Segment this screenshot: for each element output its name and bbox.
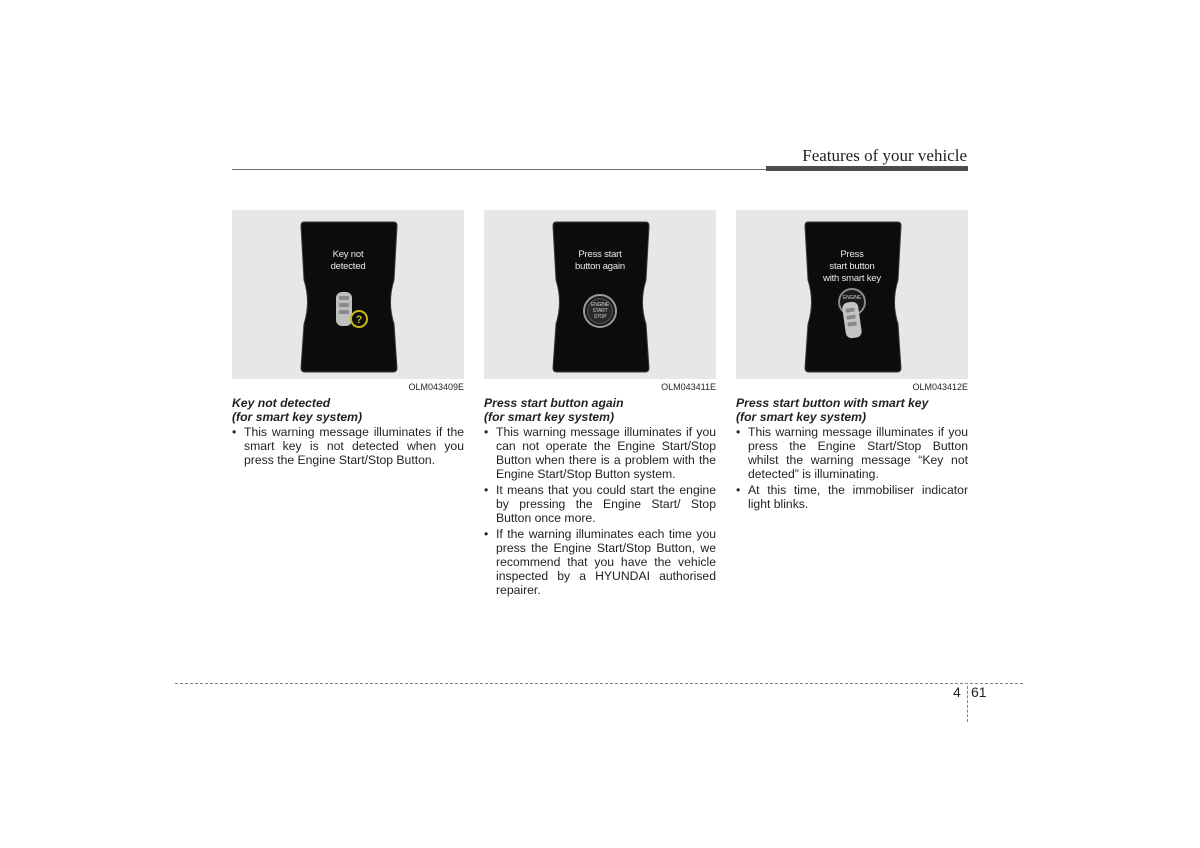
footer-rule xyxy=(175,683,1023,684)
svg-text:?: ? xyxy=(355,314,363,326)
bullet-item xyxy=(736,425,968,481)
bullet-dot-icon: • xyxy=(484,527,489,541)
column-press-start-button-with-smart-key xyxy=(736,210,968,513)
section-heading xyxy=(232,396,464,424)
bullet-text: This warning message illuminates if the smart key is not detected when you press the Engine Start/Stop Button. xyxy=(244,425,464,467)
display-message-line-1: Key not xyxy=(332,249,364,260)
figure-press-start-button-again xyxy=(484,210,716,379)
button-label-stop: STOP xyxy=(593,314,607,320)
figure-code: OLM043409E xyxy=(408,382,464,392)
display-message-line-2: start button xyxy=(829,261,875,272)
bullet-item xyxy=(484,425,716,481)
heading-subtitle: (for smart key system) xyxy=(484,410,615,424)
section-heading xyxy=(484,396,716,424)
column-key-not-detected xyxy=(232,210,464,469)
bullet-dot-icon: • xyxy=(736,483,741,497)
bullet-text: If the warning illuminates each time you press the Engine Start/Stop Button, we recommend that you have the vehicle inspected by a HYUNDAI authorised repairer. xyxy=(496,527,716,597)
button-label-start: START xyxy=(592,308,608,314)
display-message-line-2: button again xyxy=(575,261,625,272)
bullet-list xyxy=(484,425,716,597)
bullet-text: This warning message illuminates if you press the Engine Start/Stop Button whilst the warning message “Key not detected” is illuminating. xyxy=(748,425,968,481)
smart-key-question-icon xyxy=(332,290,374,332)
bullet-text: This warning message illuminates if you can not operate the Engine Start/Stop Button when there is a problem with the Engine Start/Stop Button system. xyxy=(496,425,716,481)
header-rule-accent xyxy=(766,166,968,171)
figure-code: OLM043411E xyxy=(661,382,716,392)
page-header-title: Features of your vehicle xyxy=(802,146,967,165)
figure-key-not-detected xyxy=(232,210,464,379)
heading-subtitle: (for smart key system) xyxy=(232,410,363,424)
bullet-dot-icon: • xyxy=(484,483,489,497)
button-label-engine: ENGINE xyxy=(591,302,609,308)
bullet-item xyxy=(484,527,716,597)
button-label-engine: ENGINE xyxy=(843,295,861,301)
heading-title: Key not detected xyxy=(232,396,331,410)
bullet-text: It means that you could start the engine by pressing the Engine Start/ Stop Button once more. xyxy=(496,483,716,525)
figure-press-start-button-with-smart-key xyxy=(736,210,968,379)
heading-subtitle: (for smart key system) xyxy=(736,410,867,424)
chapter-number: 4 xyxy=(953,684,961,700)
bullet-text: At this time, the immobiliser indicator light blinks. xyxy=(748,483,968,511)
bullet-dot-icon: • xyxy=(736,425,741,439)
bullet-list xyxy=(232,425,464,467)
display-message-line-1: Press start xyxy=(578,249,622,260)
display-message-line-2: detected xyxy=(330,261,366,272)
display-message-line-1: Press xyxy=(840,249,864,260)
bullet-item xyxy=(232,425,464,467)
heading-title: Press start button again xyxy=(484,396,624,410)
bullet-dot-icon: • xyxy=(484,425,489,439)
bullet-item xyxy=(736,483,968,511)
bullet-list xyxy=(736,425,968,511)
column-press-start-button-again xyxy=(484,210,716,599)
page-number: 61 xyxy=(971,684,987,700)
footer-divider xyxy=(967,686,968,722)
display-message-line-3: with smart key xyxy=(823,273,881,284)
heading-title: Press start button with smart key xyxy=(736,396,929,410)
section-heading xyxy=(736,396,968,424)
bullet-dot-icon: • xyxy=(232,425,237,439)
bullet-item xyxy=(484,483,716,525)
figure-code: OLM043412E xyxy=(912,382,968,392)
